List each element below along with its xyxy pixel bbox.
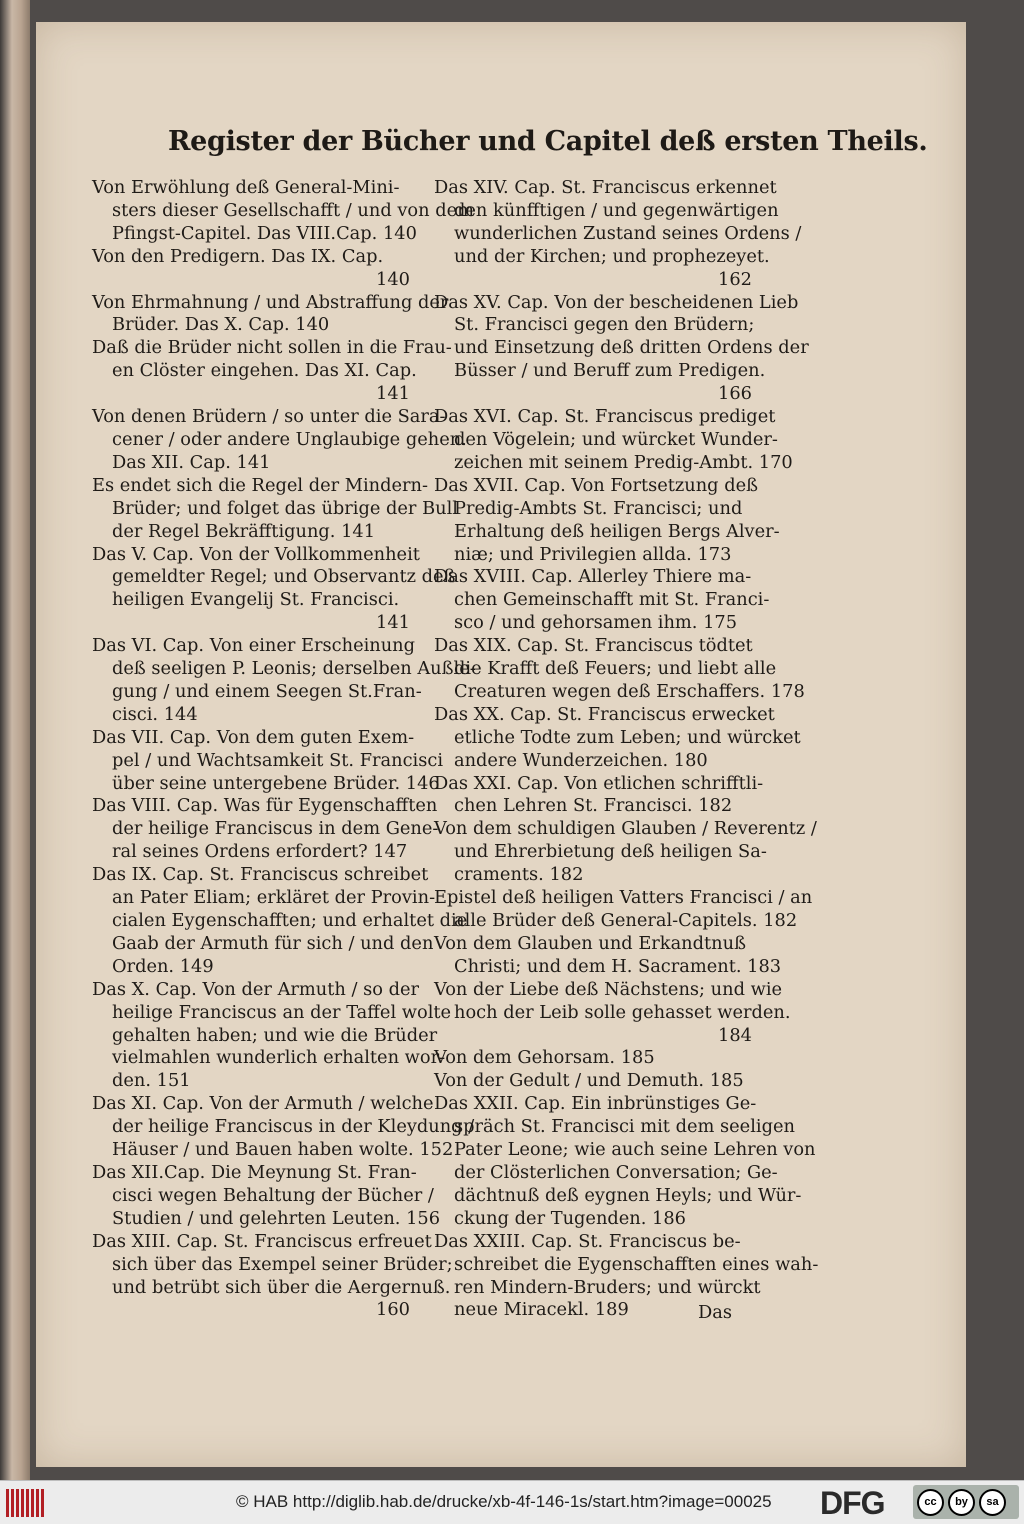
right-column (434, 177, 819, 1322)
entry-line: Das XX. Cap. St. Franciscus erwecket (434, 703, 775, 725)
entry-line: Das VI. Cap. Von einer Erscheinung (92, 635, 416, 657)
entry-line: Das VII. Cap. Von dem guten Exem- (92, 726, 415, 748)
entry-line: und der Kirchen; und prophezeyet. (454, 245, 770, 267)
register-entry (92, 978, 452, 1094)
entry-line: Creaturen wegen deß Erschaffers. 178 (454, 680, 805, 702)
entry-line: gung / und einem Seegen St.Fran- (112, 680, 422, 702)
register-entry (92, 291, 449, 338)
entry-line: Gaab der Armuth für sich / und den (112, 932, 434, 954)
entry-line: Von den Predigern. Das IX. Cap. (92, 245, 384, 267)
entry-line: hoch der Leib solle gehasset werden. (454, 1001, 791, 1023)
entry-line: und Ehrerbietung deß heiligen Sa- (454, 841, 767, 863)
entry-line: Von denen Brüdern / so unter die Sara- (92, 406, 446, 428)
entry-line: zeichen mit seinem Predig-Ambt. 170 (454, 451, 793, 473)
entry-line: Pfingst-Capitel. Das VIII.Cap. 140 (112, 222, 417, 244)
entry-line: Das XI. Cap. Von der Armuth / welche (92, 1093, 434, 1115)
left-column (92, 177, 476, 1322)
entry-line: en Clöster eingehen. Das XI. Cap. (112, 360, 417, 382)
cc-license-badge[interactable] (913, 1485, 1019, 1519)
register-entry (434, 818, 817, 887)
entry-line: cisci wegen Behaltung der Bücher / (112, 1184, 434, 1206)
register-entry (92, 337, 452, 406)
sa-icon: sa (979, 1489, 1006, 1516)
entry-line: Von dem Glauben und Erkandtnuß (434, 932, 746, 954)
page-heading: Register der Bücher und Capitel deß ersten Theils. (168, 126, 928, 157)
page-number: 166 (718, 383, 752, 405)
entry-line: Das XVI. Cap. St. Franciscus prediget (434, 406, 776, 428)
entry-line: Das XVIII. Cap. Allerley Thiere ma- (434, 566, 752, 588)
by-icon: by (948, 1489, 975, 1516)
catchword: Das (698, 1302, 732, 1323)
entry-line: den künfftigen / und gegenwärtigen (454, 199, 779, 221)
entry-line: pel / und Wachtsamkeit St. Francisci (112, 749, 444, 771)
register-entry (92, 177, 474, 246)
register-entry (92, 1161, 441, 1231)
register-entry (434, 635, 805, 704)
entry-line: über seine untergebene Brüder. 146 (112, 772, 440, 794)
entry-line: chen Lehren St. Francisci. 182 (454, 795, 733, 817)
entry-line: Orden. 149 (112, 955, 214, 977)
entry-line: sters dieser Gesellschafft / und von dem (112, 199, 474, 221)
entry-line: und betrübt sich über die Aergernuß. (112, 1276, 451, 1298)
register-entry (92, 1093, 475, 1162)
entry-line: sco / und gehorsamen ihm. 175 (454, 612, 738, 634)
facing-page-edge (0, 0, 30, 1480)
entry-line: Das XII.Cap. Die Meynung St. Fran- (92, 1161, 417, 1183)
entry-line: Das IX. Cap. St. Franciscus schreibet (92, 864, 429, 886)
entry-line: ren Mindern-Bruders; und würckt (454, 1276, 761, 1298)
entry-line: Von der Gedult / und Demuth. 185 (434, 1070, 744, 1092)
register-entry (434, 932, 782, 979)
entry-line: die Krafft deß Feuers; und liebt alle (454, 658, 777, 680)
entry-line: wunderlichen Zustand seines Ordens / (454, 222, 802, 244)
entry-line: cialen Eygenschafften; und erhaltet die (112, 910, 468, 931)
entry-line: Brüder; und folget das übrige der Bull (112, 497, 458, 519)
entry-line: Epistel deß heiligen Vatters Francisci / an (434, 887, 813, 909)
entry-line: und Einsetzung deß dritten Ordens der (454, 337, 809, 359)
register-entry (92, 406, 467, 475)
register-entry (434, 978, 791, 1048)
entry-line: Von Ehrmahnung / und Abstraffung der (92, 291, 449, 313)
entry-line: Christi; und dem H. Sacrament. 183 (454, 955, 782, 977)
entry-line: Das VIII. Cap. Was für Eygenschafften (92, 795, 438, 817)
entry-line: alle Brüder deß General-Capitels. 182 (454, 910, 798, 931)
entry-line: Predig-Ambts St. Francisci; und (454, 497, 743, 519)
page-number: 160 (376, 1299, 410, 1321)
entry-line: heilige Franciscus an der Taffel wolte (112, 1001, 452, 1023)
entry-line: andere Wunderzeichen. 180 (454, 749, 708, 771)
page-number: 141 (376, 383, 410, 405)
entry-line: Das XIX. Cap. St. Franciscus tödtet (434, 635, 753, 657)
entry-line: niæ; und Privilegien allda. 173 (454, 543, 732, 565)
cc-icon: cc (917, 1489, 944, 1516)
entry-line: Das XVII. Cap. Von Fortsetzung deß (434, 474, 758, 496)
entry-line: an Pater Eliam; erkläret der Provin- (112, 887, 436, 909)
entry-line: Pater Leone; wie auch seine Lehren von (454, 1139, 816, 1161)
entry-line: dächtnuß deß eygnen Heyls; und Wür- (454, 1184, 802, 1206)
entry-line: der heilige Franciscus in der Kleydung / (112, 1116, 475, 1138)
entry-line: Es endet sich die Regel der Mindern- (92, 474, 428, 496)
entry-line: cener / oder andere Unglaubige gehen. (112, 428, 467, 450)
entry-line: Von Erwöhlung deß General-Mini- (92, 177, 400, 198)
register-entry (92, 795, 439, 864)
entry-line: vielmahlen wunderlich erhalten wor- (112, 1047, 446, 1069)
entry-line: gemeldter Regel; und Observantz deß (112, 566, 456, 588)
entry-line: Das XXIII. Cap. St. Franciscus be- (434, 1230, 741, 1252)
register-entry (92, 726, 444, 796)
entry-line: Von dem schuldigen Glauben / Reverentz / (434, 818, 817, 840)
dfg-logo: DFG (820, 1485, 885, 1521)
copyright-link[interactable]: © HAB http://diglib.hab.de/drucke/xb-4f-146-1s/start.htm?image=00025 (236, 1492, 772, 1511)
entry-line: Daß die Brüder nicht sollen in die Frau- (92, 337, 452, 359)
entry-line: etliche Todte zum Leben; und würcket (454, 726, 801, 748)
hab-logo-icon (6, 1489, 44, 1517)
page-number: 184 (718, 1024, 752, 1046)
page-number: 140 (376, 268, 410, 290)
register-entry (434, 1070, 756, 1093)
entry-line: den. 151 (112, 1070, 191, 1092)
entry-line: cisci. 144 (112, 703, 198, 725)
entry-line: deß seeligen P. Leonis; derselben Außle- (112, 658, 476, 680)
entry-line: sich über das Exempel seiner Brüder; (112, 1253, 453, 1275)
entry-line: Das XIV. Cap. St. Franciscus erkennet (434, 177, 777, 198)
register-entry (434, 1093, 816, 1230)
entry-line: der Clösterlichen Conversation; Ge- (454, 1161, 778, 1183)
entry-line: der Regel Bekräfftigung. 141 (112, 520, 376, 542)
entry-line: Studien / und gelehrten Leuten. 156 (112, 1207, 441, 1229)
register-entry (434, 291, 809, 407)
entry-line: gehalten haben; und wie die Brüder (112, 1024, 438, 1046)
register-entry (92, 1230, 453, 1323)
register-entry (434, 703, 801, 773)
page-number: 162 (718, 268, 752, 290)
footer-bar (0, 1480, 1024, 1524)
register-entry (434, 566, 770, 635)
entry-line: craments. 182 (454, 864, 584, 886)
entry-line: Büsser / und Beruff zum Predigen. (454, 360, 766, 382)
entry-line: Das XV. Cap. Von der bescheidenen Lieb (434, 291, 799, 313)
entry-line: Von der Liebe deß Nächstens; und wie (434, 978, 783, 1000)
register-entry (434, 406, 793, 475)
entry-line: Das X. Cap. Von der Armuth / so der (92, 978, 419, 1000)
entry-line: der heilige Franciscus in dem Gene- (112, 818, 439, 840)
entry-line: heiligen Evangelij St. Francisci. (112, 589, 400, 611)
entry-line: Das XIII. Cap. St. Franciscus erfreuet (92, 1230, 432, 1252)
register-entry (92, 635, 476, 727)
entry-line: neue Miracekl. 189 (454, 1299, 629, 1321)
entry-line: Brüder. Das X. Cap. 140 (112, 314, 330, 336)
register-entry (92, 864, 468, 979)
entry-line: St. Francisci gegen den Brüdern; (454, 314, 755, 336)
register-entry (434, 1047, 756, 1070)
entry-line: Häuser / und Bauen haben wolte. 152 (112, 1139, 454, 1161)
entry-line: Das V. Cap. Von der Vollkommenheit (92, 543, 420, 565)
page-number: 141 (376, 612, 410, 634)
register-entry (92, 246, 414, 292)
entry-line: ral seines Ordens erfordert? 147 (112, 841, 408, 863)
entry-line: Das XII. Cap. 141 (112, 451, 271, 473)
entry-line: den Vögelein; und würcket Wunder- (454, 428, 778, 450)
register-entry (434, 474, 780, 567)
entry-line: ckung der Tugenden. 186 (454, 1207, 686, 1229)
register-entry (434, 772, 764, 819)
entry-line: spräch St. Francisci mit dem seeligen (454, 1116, 795, 1138)
entry-line: Das XXI. Cap. Von etlichen schrifftli- (434, 772, 764, 794)
entry-line: Erhaltung deß heiligen Bergs Alver- (454, 520, 780, 542)
register-entry (92, 543, 456, 636)
entry-line: schreibet die Eygenschafften eines wah- (454, 1253, 819, 1275)
entry-line: Von dem Gehorsam. 185 (434, 1047, 655, 1069)
book-page (36, 22, 966, 1467)
entry-line: chen Gemeinschafft mit St. Franci- (454, 589, 770, 611)
entry-line: Das XXII. Cap. Ein inbrünstiges Ge- (434, 1093, 757, 1115)
register-entry (92, 474, 458, 544)
register-entry (434, 887, 813, 933)
register-entry (434, 177, 802, 292)
